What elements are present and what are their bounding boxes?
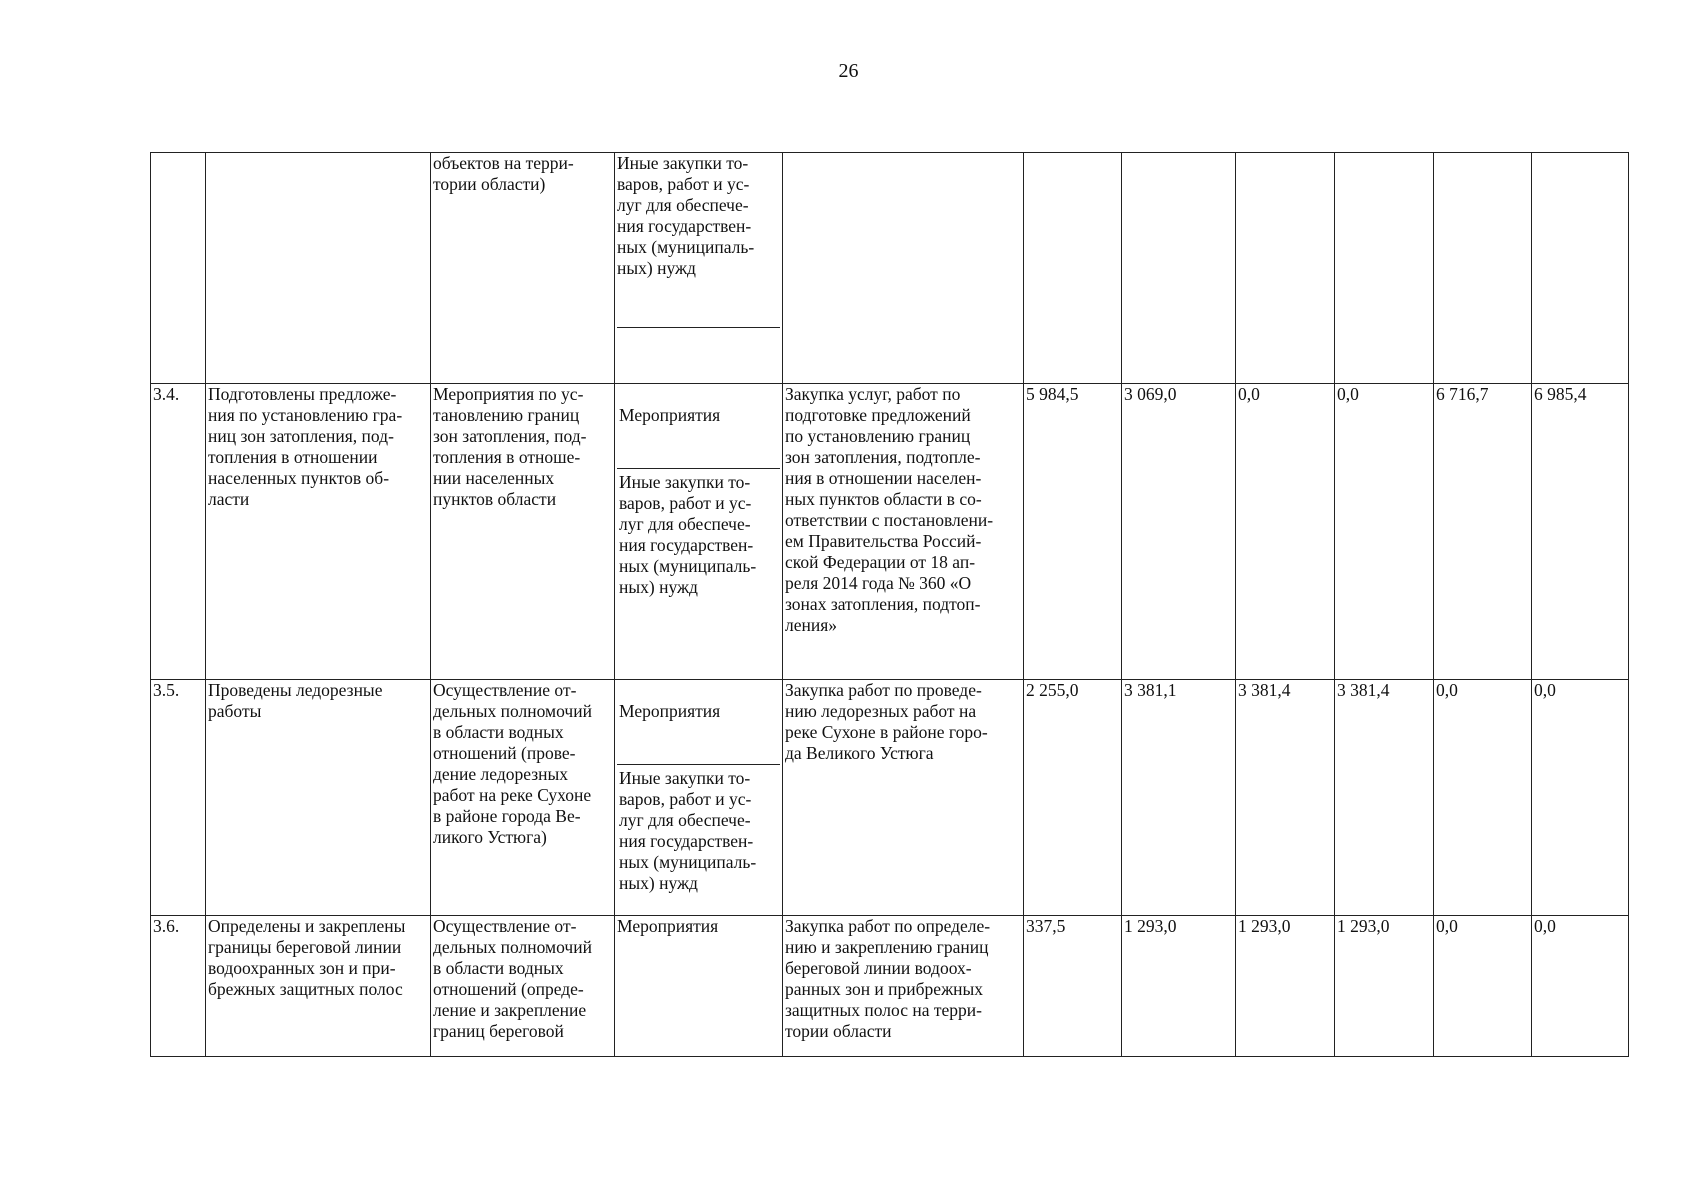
cell-value [1236,153,1335,384]
cell-value: 0,0 [1532,916,1629,1057]
cell-num: 3.4. [151,384,206,680]
source-top-text: Мероприятия [619,701,721,721]
cell-source [615,384,783,680]
cell-num: 3.6. [151,916,206,1057]
cell-event: Мероприятия по ус- тановлению границ зон затопления, под- топления в отноше- нии населенных пунктов области [431,384,615,680]
cell-value: 1 293,0 [1335,916,1434,1057]
cell-source [615,680,783,916]
cell-value: 6 985,4 [1532,384,1629,680]
cell-value [1532,153,1629,384]
cell-value [1122,153,1236,384]
cell-result [206,153,431,384]
table-row [151,916,1629,1057]
page-number: 26 [838,60,859,82]
cell-event: объектов на терри- тории области) [431,153,615,384]
cell-value: 1 293,0 [1122,916,1236,1057]
source-top-text: Мероприятия [619,405,721,425]
cell-value: 0,0 [1532,680,1629,916]
cell-event: Осуществление от- дельных полномочий в области водных отношений (прове- дение ледорезных работ на реке Сухоне в районе города Ве- ликого Устюга) [431,680,615,916]
source-other-text: Иные закупки то- варов, работ и ус- луг для обеспече- ния государствен- ных (муниципаль- ных) нужд [617,153,780,328]
cell-source: Мероприятия [615,916,783,1057]
cell-value: 0,0 [1335,384,1434,680]
cell-value: 5 984,5 [1024,384,1122,680]
cell-result: Подготовлены предложе- ния по установлению гра- ниц зон затопления, под- топления в отношении населенных пунктов об- ласти [206,384,431,680]
cell-value: 3 069,0 [1122,384,1236,680]
cell-num [151,153,206,384]
cell-value: 0,0 [1236,384,1335,680]
cell-value: 3 381,1 [1122,680,1236,916]
cell-description: Закупка работ по определе- нию и закреплению границ береговой линии водоох- ранных зон и прибрежных защитных полос на терри- тории области [783,916,1024,1057]
cell-result: Определены и закреплены границы береговой линии водоохранных зон и при- брежных защитных полос [206,916,431,1057]
cell-value: 1 293,0 [1236,916,1335,1057]
cell-value: 6 716,7 [1434,384,1532,680]
cell-value: 0,0 [1434,916,1532,1057]
cell-description: Закупка работ по проведе- нию ледорезных работ на реке Сухоне в районе горо- да Великого Устюга [783,680,1024,916]
cell-description [783,153,1024,384]
cell-value [1024,153,1122,384]
cell-source [615,153,783,384]
table-row [151,384,1629,680]
cell-num: 3.5. [151,680,206,916]
cell-result: Проведены ледорезные работы [206,680,431,916]
cell-value: 3 381,4 [1236,680,1335,916]
cell-value: 2 255,0 [1024,680,1122,916]
cell-value [1434,153,1532,384]
cell-value [1335,153,1434,384]
cell-description: Закупка услуг, работ по подготовке предложений по установлению границ зон затопления, подтопле- ния в отношении населен- ных пунктов области в со- ответствии с постановлени- ем Правительства Россий- ской Федерации от 18 ап- реля 2014 года № 360 «О зонах затопления, подтоп- ления» [783,384,1024,680]
measures-table [150,152,1629,1057]
cell-event: Осуществление от- дельных полномочий в области водных отношений (опреде- ление и закрепление границ береговой [431,916,615,1057]
cell-value: 0,0 [1434,680,1532,916]
table-row [151,153,1629,384]
cell-value: 3 381,4 [1335,680,1434,916]
cell-value: 337,5 [1024,916,1122,1057]
source-bottom-text: Иные закупки то- варов, работ и ус- луг для обеспече- ния государствен- ных (муниципаль- ных) нужд [617,468,780,658]
source-bottom-text: Иные закупки то- варов, работ и ус- луг для обеспече- ния государствен- ных (муниципаль- ных) нужд [617,764,780,894]
table-row [151,680,1629,916]
